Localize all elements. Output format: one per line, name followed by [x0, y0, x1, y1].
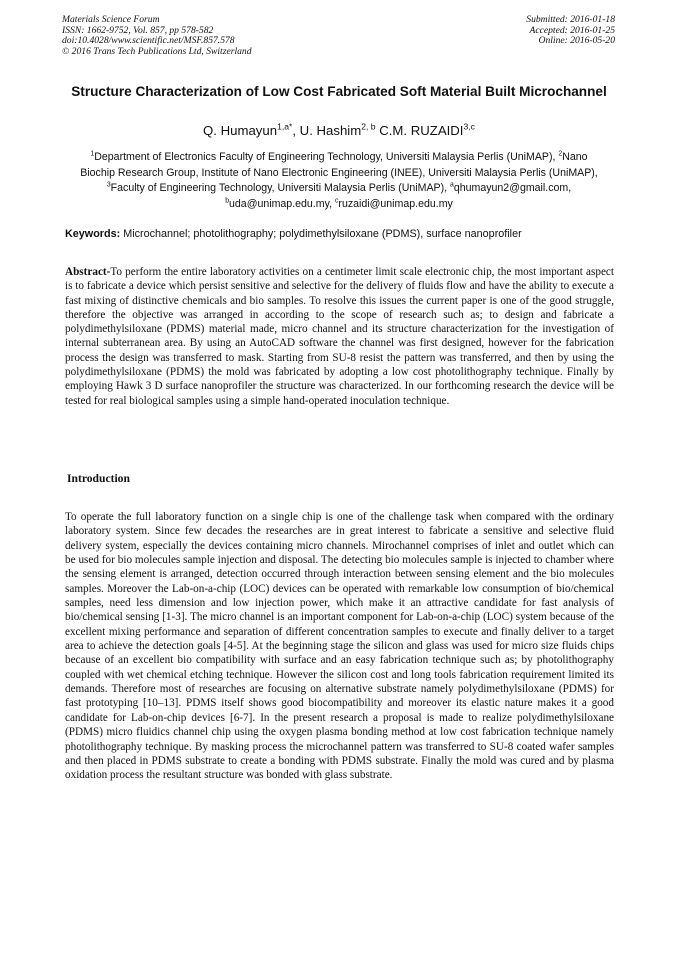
author-name: U. Hashim — [299, 123, 362, 138]
affiliation-text: Faculty of Engineering Technology, Universiti Malaysia Perlis (UniMAP), — [110, 182, 450, 195]
email-mark: a — [450, 181, 454, 189]
keywords-label: Keywords: — [65, 228, 121, 240]
affiliation-mark: 1 — [90, 150, 95, 158]
journal-info — [62, 15, 252, 57]
email-mark: b — [225, 197, 230, 205]
journal-doi: doi:10.4028/www.scientific.net/MSF.857.578 — [62, 35, 235, 47]
affiliation-mark: 2 — [558, 150, 563, 158]
keywords-text: Microchannel; photolithography; polydimethylsiloxane (PDMS), surface nanoprofiler — [120, 228, 522, 240]
journal-copyright: © 2016 Trans Tech Publications Ltd, Switzerland — [62, 45, 252, 57]
section-heading-introduction: Introduction — [67, 472, 130, 485]
author-affiliation-mark: 2, b — [361, 121, 376, 132]
journal-issn: ISSN: 1662-9752, Vol. 857, pp 578-582 — [62, 24, 214, 36]
affiliation-text: Nano Biochip Research Group, Institute of Nano Electronic Engineering (INEE), Universiti Malaysia Perlis (UniMAP), — [80, 151, 598, 179]
publication-dates — [526, 15, 615, 47]
date-online: Online: 2016-05-20 — [538, 35, 615, 47]
abstract-text: To perform the entire laboratory activities on a centimeter limit scale electronic chip, the most important aspect is to fabricate a device which persist sensitive and selective for the delivery of fluids flow and have the ability to execute a fast mixing of distinctive chemicals and bio samples. To resolve this issues the current paper is one of the good struggle, therefore the objective was arranged in according to the scope of research such as; to design and fabricate a polydimethylsiloxane (PDMS) material made, micro channel and its structure characterization for the investigation of internal subterranean area. By using an AutoCAD software the channel was first designed, however for the fabrication process the design was transferred to mask. Starting from SU-8 resist the pattern was transferred, and then by using the polydimethylsiloxane (PDMS) the mold was fabricated by adopting a low cost photolithography technique. Finally by employing Hawk 3 D surface nanoprofiler the structure was characterized. In our forthcoming research the device will be tested for real biological samples using a simple hand-operated inoculation technique. — [65, 266, 614, 407]
journal-name: Materials Science Forum — [62, 14, 160, 25]
author-name: Q. Humayun — [203, 123, 278, 138]
affiliation-mark: 3 — [106, 181, 111, 189]
author-separator: , — [292, 123, 300, 138]
abstract-label: Abstract- — [65, 266, 111, 278]
date-accepted: Accepted: 2016-01-25 — [529, 24, 615, 36]
email-address: qhumayun2@gmail.com, — [453, 182, 572, 195]
introduction-paragraph: To operate the full laboratory function on a single chip is one of the challenge task when compared with the ordinary laboratory system. Since few decades the researches are in great interest to fabricate a sensitive and selective fluid delivery system, especially the devices containing micro channels. Mirochannel comprises of inlet and outlet which can be used for bio molecules sample injection and disposal. The detecting bio molecules sample is injected to chamber where the sensing element is arranged, detection occurred through interaction between sensing element and the bio molecules samples. Moreover the Lab-on-a-chip (LOC) devices can be operated with remarkable low consumption of bio/chemical samples, need less dimension and low injection power, which make it an attractive candidate for fast analysis of bio/chemical sensing [1-3]. The micro channel is an important component for Lab-on-a-chip (LOC) system because of the excellent mixing performance and separation of different concentration samples to execute and finally deliver to a target area to achieve the detection goals [4-5]. At the beginning stage the silicon and glass was used for micro size fluids chips because of an excellent bio compatibility with surface and an easy fabrication technique such as; by photolithography coupled with wet chemical etching technique. However the silicon cost and long tools fabrication requirement limited its demands. Therefore most of researches are focusing on alternative substrate namely polydimethylsiloxane (PDMS) for fast prototyping [10–13]. PDMS itself shows good biocompatibility and moreover its elastic nature makes it a good candidate for Lab-on-chip devices [6-7]. In the present research a proposal is made to realize polydimethylsiloxane (PDMS) micro fluidics channel chip using the oxygen plasma bonding method at low cost fabrication technique namely photolithography technique. By masking process the microchannel pattern was transferred to SU-8 coated wafer samples and then placed in PDMS substrate to create a bonding with PDMS substrate. Finally the mold was cured and by plasma oxidation process the resultant structure was bonded with glass substrate. — [65, 511, 614, 782]
paper-title: Structure Characterization of Low Cost Fabricated Soft Material Built Microchannel — [71, 84, 607, 99]
email-mark: c — [334, 197, 339, 205]
author-list — [60, 123, 618, 139]
author-affiliation-mark: 1,a* — [277, 121, 293, 132]
affiliation-text: Department of Electronics Faculty of Engineering Technology, Universiti Malaysia Perlis (UniMAP), — [94, 151, 559, 163]
date-submitted: Submitted: 2016-01-18 — [526, 14, 615, 25]
author-name: C.M. RUZAIDI — [379, 123, 464, 138]
abstract — [65, 265, 614, 408]
author-affiliation-mark: 3,c — [463, 121, 475, 132]
email-address: uda@unimap.edu.my, — [229, 197, 335, 210]
keywords — [65, 227, 615, 241]
email-address: ruzaidi@unimap.edu.my — [338, 197, 453, 210]
affiliations — [76, 150, 602, 212]
